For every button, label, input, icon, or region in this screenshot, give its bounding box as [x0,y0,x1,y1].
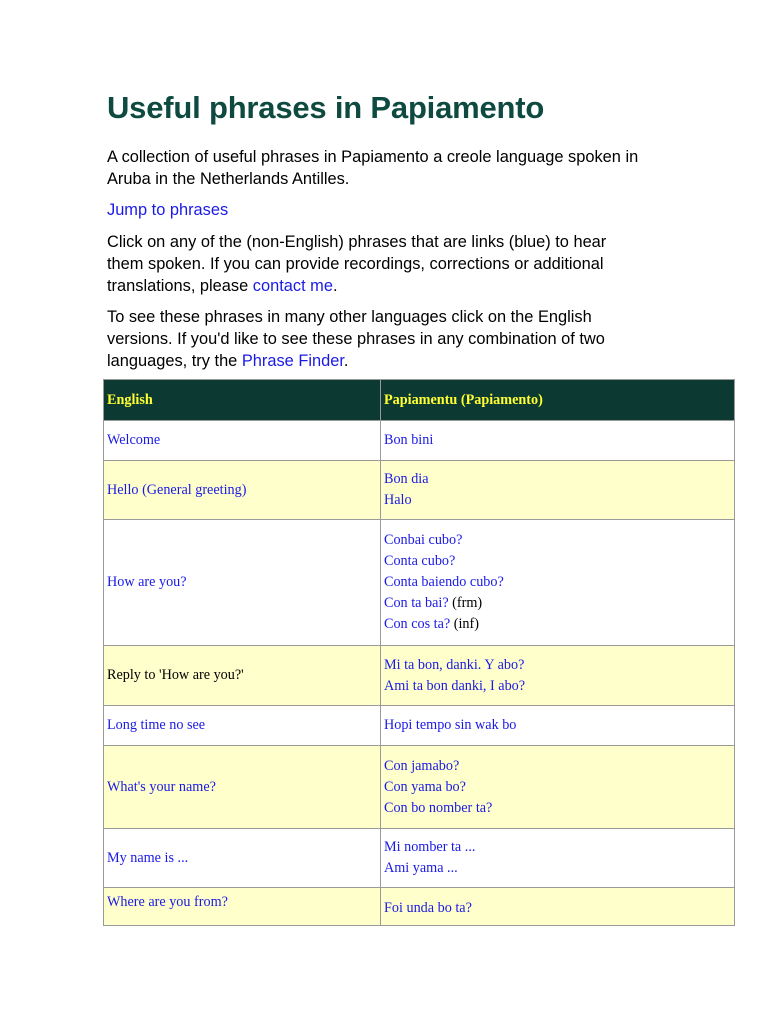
english-phrase-link[interactable]: Long time no see [107,717,206,733]
table-row [104,746,735,829]
intro-line-1: A collection of useful phrases in Papiamento a creole language spoken in [107,148,639,166]
click-instructions-paragraph [107,231,707,297]
click-line-3-pre: translations, please [107,277,253,295]
jump-to-phrases-link[interactable]: Jump to phrases [107,201,229,219]
phrase-finder-link[interactable]: Phrase Finder [241,352,344,370]
intro-paragraph [107,146,707,190]
intro-line-2: Aruba in the Netherlands Antilles. [107,170,350,188]
phrases-table [103,379,735,926]
papiamento-phrase-link[interactable]: Halo [384,492,412,508]
papiamento-phrase-link[interactable]: Con yama bo? [384,778,466,795]
papiamento-phrase-link[interactable]: Ami yama ... [384,860,458,876]
see-line-1: To see these phrases in many other languages click on the English [107,308,592,326]
formality-note: (inf) [450,616,479,632]
see-languages-paragraph [107,306,707,372]
english-phrase-link[interactable]: Where are you from? [107,894,228,910]
formality-note: (frm) [448,595,483,611]
jump-paragraph [107,199,707,221]
papiamento-phrase-link[interactable]: Hopi tempo sin wak bo [384,717,517,733]
english-phrase-link[interactable]: How are you? [107,574,187,590]
click-line-1: Click on any of the (non-English) phrases that are links (blue) to hear [107,233,607,251]
table-row [104,829,735,888]
table-header-row [104,380,735,421]
papiamento-phrase-link[interactable]: Bon bini [384,432,434,448]
click-line-3-post: . [332,277,338,295]
contact-me-link[interactable]: contact me [252,277,333,295]
papiamento-phrase-link[interactable]: Mi ta bon, danki. Y abo? [384,656,525,673]
see-line-3-pre: languages, try the [107,352,242,370]
english-phrase-link[interactable]: Hello (General greeting) [107,481,247,498]
click-line-2: them spoken. If you can provide recordings, corrections or additional [107,255,604,273]
table-row [104,520,735,646]
english-phrase-link[interactable]: My name is ... [107,849,189,866]
papiamento-phrase-link[interactable]: Con ta bai? [384,595,449,611]
english-phrase-text: Reply to 'How are you?' [107,667,244,683]
papiamento-phrase-link[interactable]: Conta baiendo cubo? [384,574,504,590]
papiamento-phrase-link[interactable]: Con bo nomber ta? [384,799,493,816]
papiamento-phrase-link[interactable]: Con cos ta? [384,616,451,632]
english-phrase-link[interactable]: Welcome [107,432,161,448]
table-row [104,646,735,706]
papiamento-phrase-link[interactable]: Foi unda bo ta? [384,900,472,916]
papiamento-phrase-link[interactable]: Bon dia [384,471,429,487]
header-papiamentu: Papiamentu (Papiamento) [381,380,735,421]
table-row [104,888,735,926]
table-row [104,461,735,520]
papiamento-phrase-link[interactable]: Con jamabo? [384,757,460,774]
papiamento-phrase-link[interactable]: Ami ta bon danki, I abo? [384,677,526,694]
see-line-3-post: . [343,352,349,370]
english-phrase-link[interactable]: What's your name? [107,778,216,795]
table-row [104,706,735,746]
header-english: English [104,380,381,421]
papiamento-phrase-link[interactable]: Conbai cubo? [384,532,463,548]
page-title: Useful phrases in Papiamento [107,90,545,125]
see-line-2: versions. If you'd like to see these phrases in any combination of two [107,330,605,348]
table-row [104,421,735,461]
papiamento-phrase-link[interactable]: Mi nomber ta ... [384,839,476,855]
papiamento-phrase-link[interactable]: Conta cubo? [384,553,456,569]
